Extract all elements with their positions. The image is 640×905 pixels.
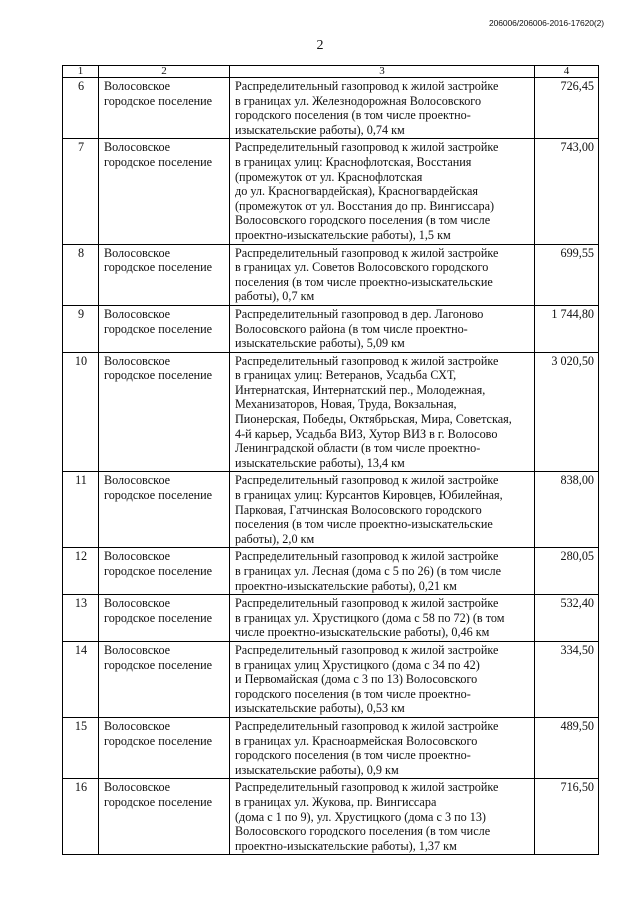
description-line: в границах ул. Железнодорожная Волосовского — [235, 93, 482, 108]
description-line: (промежуток от ул. Краснофлотская — [235, 169, 423, 184]
table-row — [63, 305, 599, 352]
description-line: Распределительный газопровод к жилой застройке — [235, 596, 499, 611]
description-line: Распределительный газопровод к жилой застройке — [235, 245, 499, 260]
page-number: 2 — [316, 38, 324, 53]
description-line: Распределительный газопровод к жилой застройке — [235, 780, 499, 795]
description-line: Волосовского городского поселения (в том числе — [235, 213, 491, 228]
settlement-line: городское поселение — [104, 564, 213, 578]
description-line: изыскательские работы), 0,74 км — [235, 122, 405, 137]
table-row — [63, 472, 599, 548]
settlement-cell — [99, 595, 230, 642]
settlement-cell — [99, 472, 230, 548]
description-line: поселения (в том числе проектно-изыскательские — [235, 274, 493, 289]
settlement-line: Волосовское — [104, 140, 171, 155]
column-header-3: 3 — [230, 66, 535, 78]
description-line: Распределительный газопровод к жилой застройке — [235, 140, 499, 155]
settlement-cell — [99, 139, 230, 244]
description-line: работы), 2,0 км — [235, 531, 315, 546]
description-line: изыскательские работы), 0,9 км — [235, 762, 399, 777]
settlement-line: городское поселение — [104, 368, 213, 383]
settlement-line: Волосовское — [104, 473, 171, 488]
settlement-line: городское поселение — [104, 657, 213, 672]
description-line: 4-й карьер, Усадьба ВИЗ, Хутор ВИЗ в г. Волосово — [235, 426, 498, 441]
cost-value: 532,40 — [535, 595, 599, 642]
description-line: Волосовского района (в том числе проектно- — [235, 321, 468, 336]
table-row — [63, 548, 599, 595]
description-line: в границах ул. Лесная (дома с 5 по 26) (в том числе — [235, 564, 501, 578]
description-line: до ул. Красногвардейская), Красногвардейская — [235, 184, 478, 199]
table-row — [63, 78, 599, 139]
settlement-line: городское поселение — [104, 154, 213, 169]
description-line: городского поселения (в том числе проектно- — [235, 108, 471, 123]
settlement-line: городское поселение — [104, 733, 213, 748]
description-line: числе проектно-изыскательские работы), 0,46 км — [235, 625, 490, 640]
description-line: Интернатская, Интернатский пер., Молодежная, — [235, 382, 486, 397]
row-number: 13 — [63, 595, 99, 642]
row-number: 9 — [63, 305, 99, 352]
description-line: в границах ул. Советов Волосовского городского — [235, 260, 489, 275]
cost-value: 838,00 — [535, 472, 599, 548]
column-header-4: 4 — [535, 66, 599, 78]
description-line: изыскательские работы), 0,53 км — [235, 701, 405, 716]
settlement-line: городское поселение — [104, 610, 213, 625]
description-line: изыскательские работы), 5,09 км — [235, 336, 405, 351]
settlement-line: Волосовское — [104, 642, 171, 657]
column-header-1: 1 — [63, 66, 99, 78]
settlement-cell — [99, 641, 230, 717]
description-line: в границах улиц Хрустицкого (дома с 34 по 42) — [235, 657, 480, 672]
description-line: в границах ул. Хрустицкого (дома с 58 по 72) (в том — [235, 610, 505, 625]
description-cell — [230, 472, 535, 548]
description-line: Распределительный газопровод к жилой застройке — [235, 642, 499, 657]
settlement-cell — [99, 352, 230, 472]
description-cell — [230, 139, 535, 244]
description-line: (промежуток от ул. Восстания до пр. Вингиссара) — [235, 198, 495, 213]
description-line: городского поселения (в том числе проектно- — [235, 748, 471, 763]
description-line: проектно-изыскательские работы), 1,37 км — [235, 838, 457, 853]
cost-value: 716,50 — [535, 779, 599, 855]
description-cell — [230, 779, 535, 855]
description-cell — [230, 548, 535, 595]
table-body — [63, 66, 599, 855]
settlement-line: Волосовское — [104, 245, 171, 260]
description-line: поселения (в том числе проектно-изыскательские — [235, 517, 493, 532]
cost-value: 3 020,50 — [535, 352, 599, 472]
table-row — [63, 139, 599, 244]
settlement-cell — [99, 548, 230, 595]
settlement-line: городское поселение — [104, 488, 213, 503]
description-line: изыскательские работы), 13,4 км — [235, 455, 405, 470]
settlement-cell — [99, 78, 230, 139]
settlement-line: Волосовское — [104, 306, 171, 321]
settlement-line: Волосовское — [104, 780, 171, 795]
description-line: проектно-изыскательские работы), 1,5 км — [235, 227, 451, 242]
settlement-line: Волосовское — [104, 549, 171, 564]
column-header-2: 2 — [99, 66, 230, 78]
description-line: Парковая, Гатчинская Волосовского городского — [235, 502, 482, 517]
description-cell — [230, 244, 535, 305]
description-line: городского поселения (в том числе проектно- — [235, 686, 471, 701]
description-line: Распределительный газопровод к жилой застройке — [235, 718, 499, 733]
settlement-line: Волосовское — [104, 596, 171, 611]
description-line: в границах улиц: Краснофлотская, Восстания — [235, 154, 472, 169]
description-line: работы), 0,7 км — [235, 289, 315, 304]
row-number: 14 — [63, 641, 99, 717]
description-line: в границах ул. Красноармейская Волосовского — [235, 733, 478, 748]
cost-value: 280,05 — [535, 548, 599, 595]
description-cell — [230, 641, 535, 717]
cost-value: 699,55 — [535, 244, 599, 305]
description-line: Пионерская, Победы, Октябрьская, Мира, Советская, — [235, 412, 512, 427]
description-cell — [230, 717, 535, 778]
description-line: Распределительный газопровод в дер. Лагоново — [235, 306, 484, 321]
description-line: Распределительный газопровод к жилой застройке — [235, 79, 499, 93]
table-row — [63, 717, 599, 778]
document-number: 206006/206006-2016-17620(2) — [489, 18, 604, 28]
description-line: в границах улиц: Курсантов Кировцев, Юбилейная, — [235, 488, 503, 503]
description-line: в границах улиц: Ветеранов, Усадьба СХТ, — [235, 368, 457, 383]
settlement-line: Волосовское — [104, 79, 171, 93]
settlement-line: Волосовское — [104, 353, 171, 368]
description-cell — [230, 78, 535, 139]
settlement-line: городское поселение — [104, 93, 213, 108]
settlement-line: Волосовское — [104, 718, 171, 733]
cost-value: 726,45 — [535, 78, 599, 139]
settlement-line: городское поселение — [104, 794, 213, 809]
description-line: Волосовского городского поселения (в том числе — [235, 824, 491, 839]
settlement-cell — [99, 779, 230, 855]
description-cell — [230, 352, 535, 472]
row-number: 11 — [63, 472, 99, 548]
settlement-cell — [99, 717, 230, 778]
cost-value: 1 744,80 — [535, 305, 599, 352]
table-row — [63, 779, 599, 855]
settlement-line: городское поселение — [104, 260, 213, 275]
table-header-row — [63, 66, 599, 78]
description-line: в границах ул. Жукова, пр. Вингиссара — [235, 794, 437, 809]
row-number: 16 — [63, 779, 99, 855]
row-number: 12 — [63, 548, 99, 595]
description-line: (дома с 1 по 9), ул. Хрустицкого (дома с 3 по 13) — [235, 809, 486, 824]
cost-value: 489,50 — [535, 717, 599, 778]
table-row — [63, 244, 599, 305]
settlement-cell — [99, 305, 230, 352]
table-row — [63, 595, 599, 642]
row-number: 7 — [63, 139, 99, 244]
description-line: и Первомайская (дома с 3 по 13) Волосовского — [235, 672, 478, 687]
description-line: Ленинградской области (в том числе проектно- — [235, 441, 481, 456]
row-number: 6 — [63, 78, 99, 139]
cost-value: 743,00 — [535, 139, 599, 244]
description-line: Распределительный газопровод к жилой застройке — [235, 549, 499, 564]
gas-pipeline-table — [62, 65, 599, 855]
description-line: Распределительный газопровод к жилой застройке — [235, 473, 499, 488]
description-cell — [230, 305, 535, 352]
cost-value: 334,50 — [535, 641, 599, 717]
settlement-cell — [99, 244, 230, 305]
description-cell — [230, 595, 535, 642]
description-line: проектно-изыскательские работы), 0,21 км — [235, 578, 457, 593]
table-row — [63, 641, 599, 717]
description-line: Распределительный газопровод к жилой застройке — [235, 353, 499, 368]
row-number: 10 — [63, 352, 99, 472]
settlement-line: городское поселение — [104, 321, 213, 336]
description-line: Механизаторов, Новая, Труда, Вокзальная, — [235, 397, 457, 412]
row-number: 8 — [63, 244, 99, 305]
row-number: 15 — [63, 717, 99, 778]
table-row — [63, 352, 599, 472]
